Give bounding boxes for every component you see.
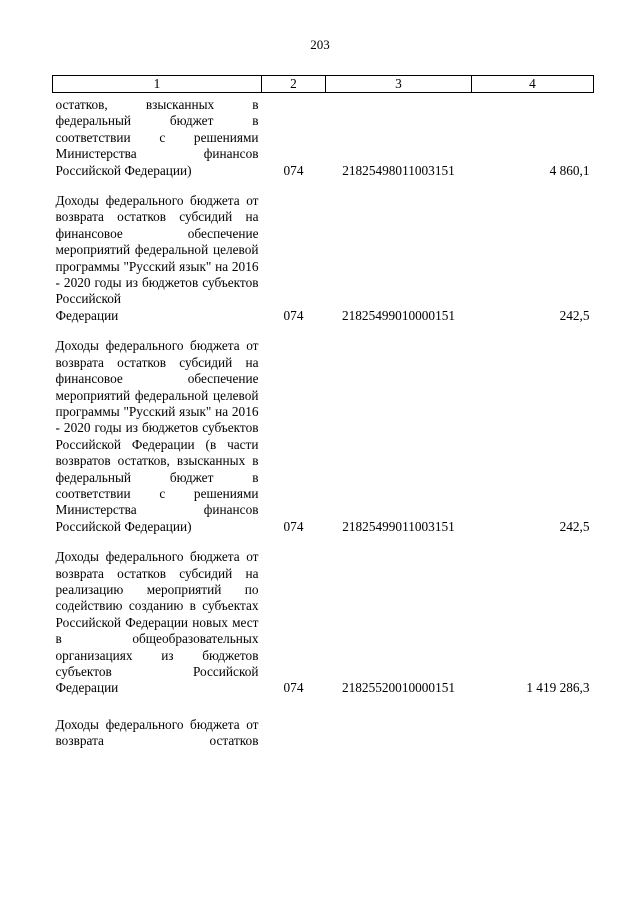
amount-value: 1 419 286,3: [526, 680, 590, 696]
revenue-description: [53, 193, 262, 338]
administrator-code: 074: [283, 518, 304, 534]
column-header-2: 2: [262, 76, 326, 93]
table-row: [53, 711, 594, 764]
page-number: 203: [310, 37, 330, 52]
administrator-code: 074: [283, 307, 304, 323]
amount-value: 4 860,1: [549, 162, 590, 178]
budget-classification-code: 21825498011003151: [342, 162, 455, 178]
column-header-4: 4: [472, 76, 594, 93]
table-row: [53, 338, 594, 549]
description-text: Доходы федерального бюджета от возврата остатков субсидий на финансовое обеспечение мероприятий федеральной целевой программы "Русский язык" на 2016 - 2020 годы из бюджетов субъектов Российской Федерации (в части возвратов остатков, взысканных в федеральный бюджет в соответствии с решениями Министерства финансов: [55, 338, 259, 518]
budget-classification-code: 21825499011003151: [342, 518, 455, 534]
amount-value: 242,5: [559, 518, 590, 534]
description-text: Доходы федерального бюджета от возврата остатков: [55, 716, 259, 749]
description-text-end: Российской Федерации): [55, 162, 192, 178]
description-text: Доходы федерального бюджета от возврата остатков субсидий на реализацию мероприятий по содействию созданию в субъектах Российской Федерации новых мест в общеобразовательных организациях из бюджетов субъектов Российской: [55, 549, 259, 679]
budget-classification-code: 21825499010000151: [341, 307, 456, 323]
budget-classification-code: [326, 711, 472, 764]
description-text-end: Российской Федерации): [55, 518, 192, 534]
amount-value: [472, 711, 594, 764]
column-header-3: 3: [326, 76, 472, 93]
revenue-description: [53, 93, 262, 194]
budget-classification-code: 21825520010000151: [341, 680, 456, 696]
column-header-1: 1: [53, 76, 262, 93]
description-text-end: Федерации: [55, 307, 119, 323]
revenue-description: [53, 549, 262, 711]
administrator-code: 074: [283, 162, 304, 178]
revenue-description: [53, 338, 262, 549]
description-text: Доходы федерального бюджета от возврата остатков субсидий на финансовое обеспечение мероприятий федеральной целевой программы "Русский язык" на 2016 - 2020 годы из бюджетов субъектов Российской: [55, 193, 259, 307]
administrator-code: [262, 711, 326, 764]
revenue-description: [53, 711, 262, 764]
description-text-end: Федерации: [55, 680, 119, 696]
table-row: [53, 93, 594, 194]
budget-revenue-table: [52, 75, 594, 764]
amount-value: 242,5: [559, 307, 590, 323]
table-row: [53, 549, 594, 711]
description-text: остатков, взысканных в федеральный бюджет в соответствии с решениями Министерства финансов: [55, 97, 259, 162]
administrator-code: 074: [283, 680, 304, 696]
table-header-row: [53, 76, 594, 93]
table-row: [53, 193, 594, 338]
